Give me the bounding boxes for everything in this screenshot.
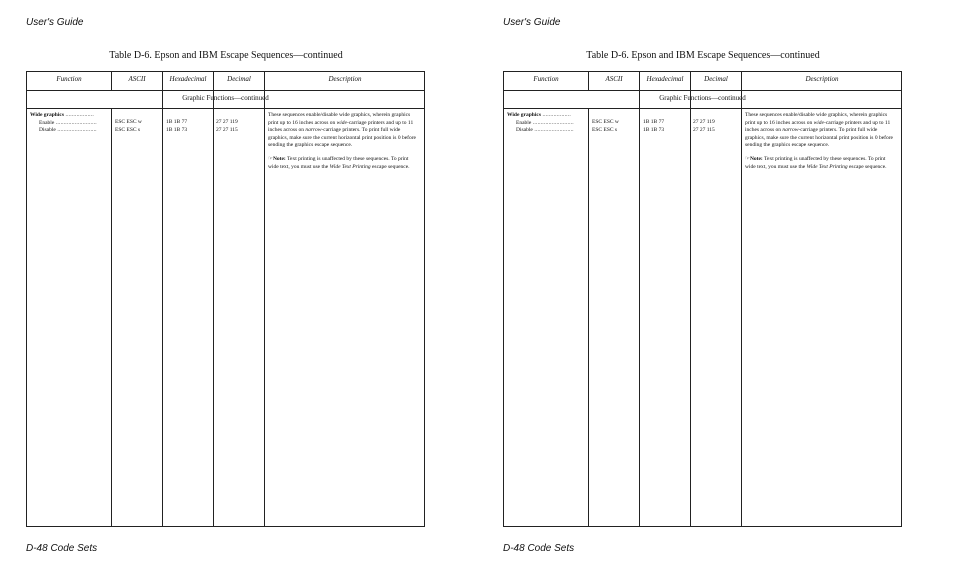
decimal-cell	[693, 119, 741, 134]
description-cell	[268, 112, 420, 177]
col-divider	[111, 108, 112, 526]
function-cell: Wide graphics .................. Enable .......................... Disable .........................	[507, 112, 574, 134]
col-divider	[588, 72, 589, 91]
table-caption: Table D-6. Epson and IBM Escape Sequences—continued	[109, 50, 343, 61]
hex-cell	[166, 119, 214, 134]
hex-value: 1B 1B 77	[643, 119, 665, 125]
col-header-description: Description	[328, 75, 362, 83]
function-title: Wide graphics	[30, 112, 64, 118]
running-header: User's Guide	[503, 17, 561, 28]
section-title: Graphic Functions—continued	[182, 94, 269, 102]
function-cell: Wide graphics .................. Enable .......................... Disable .........................	[30, 112, 97, 134]
decimal-value: 27 27 119	[693, 119, 715, 125]
note-text: ☞Note: Text printing is unaffected by these sequences. To print wide text, you must use the Wide Text Printing escape sequence.	[745, 155, 887, 170]
section-rule	[27, 108, 424, 109]
decimal-cell	[216, 119, 264, 134]
function-item: Enable	[39, 119, 55, 126]
col-divider	[213, 72, 214, 526]
decimal-value: 27 27 115	[693, 126, 715, 133]
description-text: These sequences enable/disable wide graphics, wherein graphics print up to 16 inches across on wide-carriage printers and up to 11 inches across on narrow-carriage printers. To print full wide graphics, make sure the current horizontal print position is 0 before sending the graphics escape sequence.	[745, 112, 893, 149]
col-divider	[162, 72, 163, 526]
header-rule	[504, 90, 901, 91]
col-header-hexadecimal: Hexadecimal	[169, 75, 207, 83]
col-divider	[690, 72, 691, 526]
hex-cell	[643, 119, 691, 134]
pointing-hand-icon: ☞	[745, 155, 750, 162]
description-text: These sequences enable/disable wide graphics, wherein graphics print up to 16 inches across on wide-carriage printers and up to 11 inches across on narrow-carriage printers. To print full wide graphics, make sure the current horizontal print position is 0 before sending the graphics escape sequence.	[268, 112, 416, 149]
escape-sequence-table	[503, 71, 902, 527]
function-title: Wide graphics	[507, 112, 541, 118]
col-header-function: Function	[533, 75, 559, 83]
col-header-hexadecimal: Hexadecimal	[646, 75, 684, 83]
col-divider	[741, 72, 742, 526]
ascii-value: ESC ESC w	[115, 119, 142, 125]
ascii-value: ESC ESC s	[592, 126, 618, 133]
escape-sequence-table	[26, 71, 425, 527]
col-header-ascii: ASCII	[128, 75, 146, 83]
ascii-value: ESC ESC s	[115, 126, 141, 133]
hex-value: 1B 1B 77	[166, 119, 188, 125]
page-footer: D-48 Code Sets	[503, 543, 575, 554]
function-item: Disable	[39, 127, 56, 134]
col-divider	[111, 72, 112, 91]
ascii-value: ESC ESC w	[592, 119, 619, 125]
pointing-hand-icon: ☞	[268, 155, 273, 162]
function-item: Disable	[516, 127, 533, 134]
page-right	[477, 0, 954, 580]
page-footer: D-48 Code Sets	[26, 543, 98, 554]
table-caption: Table D-6. Epson and IBM Escape Sequences—continued	[586, 50, 820, 61]
hex-value: 1B 1B 73	[643, 126, 665, 133]
decimal-value: 27 27 119	[216, 119, 238, 125]
col-header-description: Description	[805, 75, 839, 83]
function-item: Enable	[516, 119, 532, 126]
col-divider	[588, 108, 589, 526]
ascii-cell	[592, 119, 640, 134]
col-header-decimal: Decimal	[227, 75, 251, 83]
ascii-cell	[115, 119, 163, 134]
col-divider	[639, 72, 640, 526]
section-rule	[504, 108, 901, 109]
col-divider	[264, 72, 265, 526]
header-rule	[27, 90, 424, 91]
decimal-value: 27 27 115	[216, 126, 238, 133]
description-cell	[745, 112, 897, 177]
section-title: Graphic Functions—continued	[659, 94, 746, 102]
col-header-ascii: ASCII	[605, 75, 623, 83]
note-text: ☞Note: Text printing is unaffected by these sequences. To print wide text, you must use the Wide Text Printing escape sequence.	[268, 155, 410, 170]
running-header: User's Guide	[26, 17, 84, 28]
col-header-function: Function	[56, 75, 82, 83]
col-header-decimal: Decimal	[704, 75, 728, 83]
hex-value: 1B 1B 73	[166, 126, 188, 133]
